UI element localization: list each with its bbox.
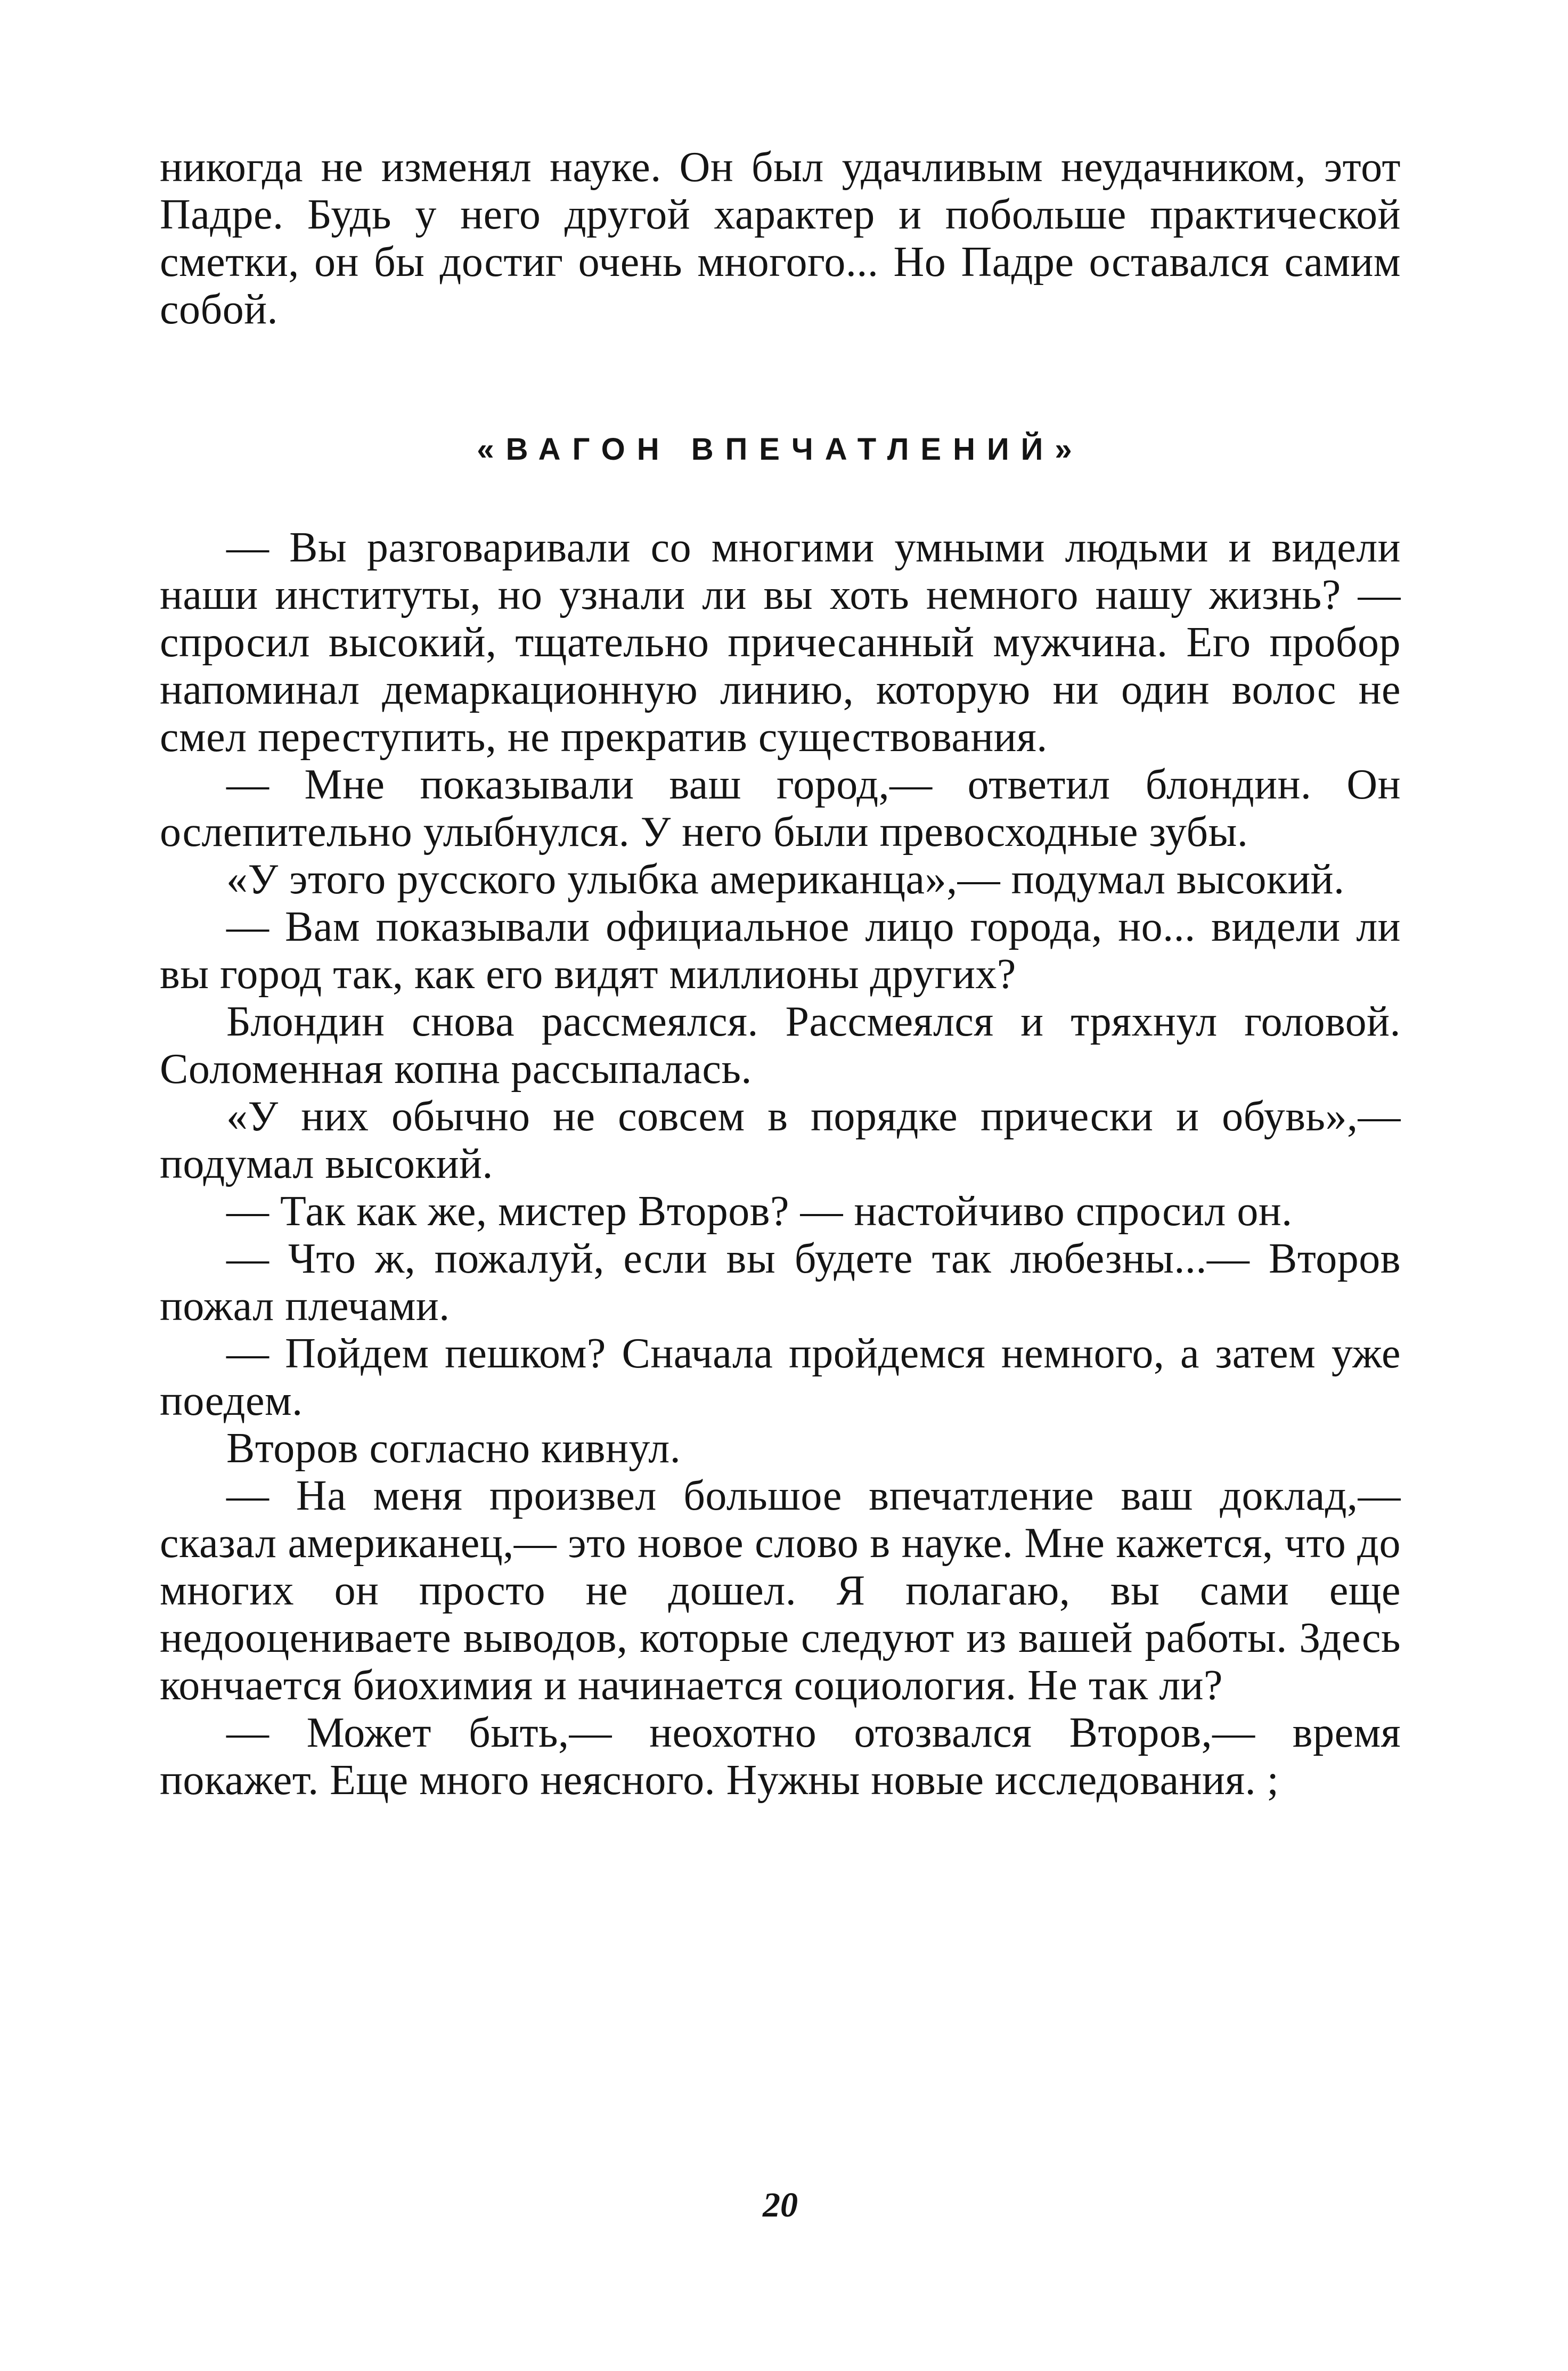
paragraph: Блондин снова рассмеялся. Рассмеялся и тряхнул головой. Соломенная копна рассыпалась.: [160, 998, 1401, 1093]
book-page: [160, 144, 1401, 2275]
paragraph: — Вам показывали официальное лицо города, но... видели ли вы город так, как его видят миллионы других?: [160, 903, 1401, 998]
paragraph: — Что ж, пожалуй, если вы будете так любезны...— Второв пожал плечами.: [160, 1235, 1401, 1330]
section-title: «ВАГОН ВПЕЧАТЛЕНИЙ»: [477, 432, 1084, 467]
paragraph: — Пойдем пешком? Сначала пройдемся немного, а затем уже поедем.: [160, 1330, 1401, 1424]
paragraph: — На меня произвел большое впечатление ваш доклад,— сказал американец,— это новое слово в науке. Мне кажется, что до многих он просто не дошел. Я полагаю, вы сами еще недооцениваете выводов, которые следуют из вашей работы. Здесь кончается биохимия и начинается социология. Не так ли?: [160, 1472, 1401, 1709]
paragraph: — Так как же, мистер Второв? — настойчиво спросил он.: [226, 1188, 1293, 1235]
paragraph: «У этого русского улыбка американца»,— подумал высокий.: [226, 856, 1345, 903]
opening-paragraph: никогда не изменял науке. Он был удачливым неудачником, этот Падре. Будь у него другой характер и побольше практической сметки, он бы достиг очень многого... Но Падре оставался самим собой.: [160, 144, 1401, 333]
paragraph: Второв согласно кивнул.: [226, 1425, 681, 1472]
page-number: 20: [763, 2186, 798, 2225]
paragraph: — Вы разговаривали со многими умными людьми и видели наши институты, но узнали ли вы хоть немного нашу жизнь? — спросил высокий, тщательно причесанный мужчина. Его пробор напоминал демаркационную линию, которую ни один волос не смел переступить, не прекратив существования.: [160, 524, 1401, 761]
text-block: [160, 144, 1401, 1804]
paragraph: — Мне показывали ваш город,— ответил блондин. Он ослепительно улыбнулся. У него были превосходные зубы.: [160, 761, 1401, 855]
paragraph: «У них обычно не совсем в порядке прически и обувь»,— подумал высокий.: [160, 1093, 1401, 1187]
paragraph: — Может быть,— неохотно отозвался Второв,— время покажет. Еще много неясного. Нужны новые исследования. ;: [160, 1709, 1401, 1804]
